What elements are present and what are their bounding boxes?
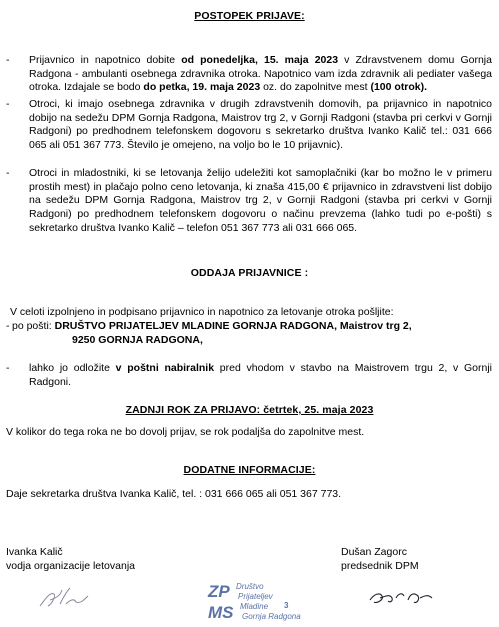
signer-name: Dušan Zagorc (341, 546, 407, 558)
signer-role: vodja organizacije letovanja (6, 559, 135, 572)
signature-block-left (6, 546, 135, 573)
bullet-dash: - (6, 98, 10, 110)
handwritten-signature-left (36, 584, 96, 612)
bullet-dash: - (6, 362, 10, 374)
bullet-prijavnica-zd (6, 54, 492, 96)
svg-text:Mladine: Mladine (240, 602, 269, 611)
svg-text:MS: MS (208, 603, 234, 622)
oddaja-intro: V celoti izpolnjeno in podpisano prijavnico in napotnico za letovanje otroka pošljite: (10, 306, 394, 318)
svg-text:ZP: ZP (208, 582, 230, 601)
bullet-text: Otroci, ki imajo osebnega zdravnika v drugih zdravstvenih domovih, pa prijavnico in napotnico dobijo na sedežu DPM Gornja Radgona, Maistrov trg 2, v Gornji Radgoni (stavba pri cerkvi v Gornji Radgoni) po predhodnem telefonskem dogovoru s sekretarko društva Ivanko Kalič tel.: 031 666 065 ali 051 367 773. Število je omejeno, na voljo bo le 10 prijavnic). (29, 98, 492, 152)
signer-role: predsednik DPM (341, 559, 419, 572)
post-address: po pošti: DRUŠTVO PRIJATELJEV MLADINE GORNJA RADGONA, Maistrov trg 2, 9250 GORNJA RADGONA, (12, 320, 412, 346)
svg-text:3: 3 (284, 601, 289, 610)
bullet-dash: - (6, 54, 10, 66)
signature-block-right (341, 546, 419, 573)
heading-oddaja: ODDAJA PRIJAVNICE : (190, 267, 309, 279)
info-text: Daje sekretarka društva Ivanka Kalič, tel. : 031 666 065 ali 051 367 773. (6, 488, 342, 500)
handwritten-signature-right (366, 584, 436, 610)
bullet-text: lahko jo odložite v poštni nabiralnik pred vhodom v stavbo na Maistrovem trgu 2, v Gornji Radgoni. (29, 362, 492, 388)
bullet-drugi-zd (6, 98, 492, 154)
bullet-samoplacniki (6, 167, 492, 237)
deadline: ZADNJI ROK ZA PRIJAVO: četrtek, 25. maja 2023 (125, 404, 374, 416)
svg-text:Društvo: Društvo (236, 582, 264, 591)
dpm-logo (206, 580, 316, 622)
bullet-nabiralnik (6, 362, 492, 392)
bullet-text: Otroci in mladostniki, ki se letovanja želijo udeležiti kot samoplačniki (kar bo možno le v primeru prostih mest) in plačajo polno ceno letovanja, ki znaša 415,00 € prijavnico in zdravstveni list dobijo na sedežu DPM Gornja Radgona, Maistrov trg 2, v Gornji Radgoni (stavba pri cerkvi v Gornji Radgoni) po predhodnem telefonskem dogovoru o načinu prevzema (lahko tudi po e-pošti) s sekretarko društva Ivanko Kalič – telefon 051 367 773 ali 031 666 065. (29, 167, 492, 234)
signer-name: Ivanka Kalič (6, 546, 63, 558)
bullet-dash: - (6, 167, 10, 179)
deadline-note: V kolikor do tega roka ne bo dovolj prijav, se rok podaljša do zapolnitve mest. (6, 426, 365, 438)
bullet-dash: - (6, 320, 10, 332)
dpm-logo-icon (206, 580, 316, 622)
bullet-po-posti (6, 320, 492, 350)
heading-postopek: POSTOPEK PRIJAVE: (194, 10, 305, 22)
svg-text:Prijateljev: Prijateljev (238, 592, 273, 601)
svg-text:Gornja Radgona: Gornja Radgona (242, 612, 301, 621)
bullet-text: Prijavnico in napotnico dobite od ponedeljka, 15. maja 2023 v Zdravstvenem domu Gornja Radgona - ambulanti osebnega zdravnika otroka. Napotnico vam izda zdravnik ali pediater vašega otroka. Izdajale se bodo do petka, 19. maja 2023 oz. do zapolnitve mest (100 otrok). (29, 54, 492, 94)
heading-info: DODATNE INFORMACIJE: (183, 464, 316, 476)
